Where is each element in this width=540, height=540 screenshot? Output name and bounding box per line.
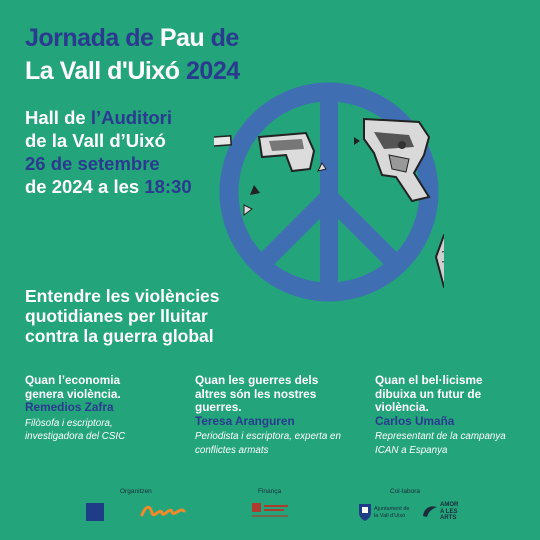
speaker-topic: Quan el bel·licisme dibuixa un futur de violència.	[375, 373, 483, 414]
title-year: 2024	[179, 57, 240, 85]
peace-right-leg	[329, 197, 397, 265]
venue-date: 26 de setembre	[25, 153, 160, 174]
town-hall-logo-text: Ajuntament de la Vall d'Uixó	[374, 506, 410, 519]
speaker-topic: Quan l’economia genera violència.	[25, 373, 121, 401]
title-jornada: Jornada de	[25, 24, 160, 52]
amor-a-les-arts-logo-text: AMOR A LES ARTS	[440, 502, 459, 521]
speaker-name: Teresa Aranguren	[195, 413, 295, 428]
peace-symbol-illustration	[214, 77, 444, 307]
label-organitzen: Organitzen	[120, 488, 152, 495]
tagline	[25, 286, 315, 346]
speaker-name: Remedios Zafra	[25, 400, 114, 414]
poster-title	[25, 22, 240, 88]
funder-logo	[250, 501, 290, 521]
organizer-logo-1	[86, 503, 104, 521]
organizer-logo-2	[140, 503, 186, 521]
town-hall-crest-icon	[358, 502, 372, 522]
speaker-topic: Quan les guerres dels altres són les nostres guerres.	[195, 373, 319, 414]
venue-info	[25, 106, 192, 198]
tagline-line-2: quotidianes per lluitar	[25, 306, 208, 326]
speaker-role: Representant de la campanya ICAN a Espanya	[375, 431, 506, 456]
venue-year-time: de 2024 a les	[25, 176, 145, 197]
tagline-line-1: Entendre les violències	[25, 286, 220, 306]
peace-left-leg	[261, 197, 329, 265]
label-financa: Finança	[258, 488, 282, 495]
speaker-role: Periodista i escriptora, experta en conflictes armats	[195, 431, 341, 456]
venue-time: 18:30	[144, 176, 192, 197]
title-de: de	[204, 24, 239, 52]
speaker-name: Carlos Umaña	[375, 413, 455, 428]
venue-hall: Hall de	[25, 107, 91, 128]
title-town: La Vall d'Uixó	[25, 57, 180, 85]
speaker-column	[195, 374, 370, 457]
broken-pistol-grip	[436, 227, 444, 307]
broken-pistol-right	[354, 119, 429, 201]
tagline-line-3: contra la guerra global	[25, 326, 214, 346]
amor-a-les-arts-logo-icon	[422, 504, 438, 518]
title-pau: Pau	[159, 24, 205, 52]
speaker-column	[25, 374, 185, 444]
speaker-role: Filòsofa i escriptora, investigadora del CSIC	[25, 417, 126, 442]
venue-auditori: l’Auditori	[90, 107, 172, 128]
speaker-column	[375, 374, 535, 457]
venue-town: de la Vall d’Uixó	[25, 130, 166, 151]
label-collabora: Col·labora	[390, 488, 420, 495]
